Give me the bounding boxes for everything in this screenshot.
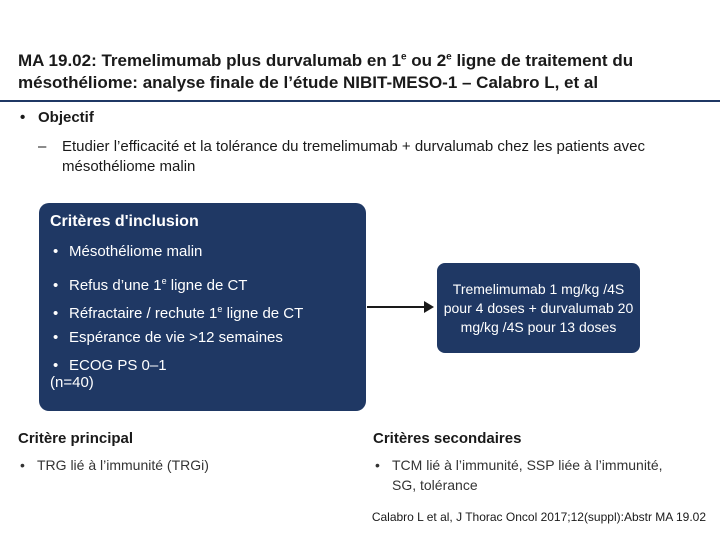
- citation: [372, 510, 706, 524]
- title-part: MA 19.02: Tremelimumab plus durvalumab en 1: [18, 51, 401, 70]
- inclusion-item: [53, 242, 303, 271]
- treatment-text: Tremelimumab 1 mg/kg /4S pour 4 doses + durvalumab 20 mg/kg /4S pour 13 doses: [443, 280, 634, 335]
- arrow-line: [367, 306, 425, 308]
- inclusion-item: [53, 299, 303, 328]
- superscript: e: [217, 304, 223, 314]
- inclusion-item: [53, 328, 303, 357]
- dash-icon: –: [38, 138, 47, 155]
- bullet-icon: •: [20, 109, 26, 126]
- title-divider: [0, 100, 720, 102]
- arrow-right-icon: [424, 301, 434, 313]
- bullet-icon: •: [53, 276, 59, 294]
- title-part: ou 2: [406, 51, 447, 70]
- inclusion-item-text: ECOG PS 0–1: [69, 357, 167, 374]
- objective-text: Etudier l’efficacité et la tolérance du tremelimumab + durvalumab chez les patients avec mésothéliome malin: [62, 138, 645, 175]
- inclusion-item-text: ligne de CT: [222, 305, 304, 322]
- title-superscript: e: [400, 51, 407, 63]
- inclusion-item-text: Espérance de vie >12 semaines: [69, 328, 283, 346]
- bullet-icon: •: [53, 357, 59, 374]
- inclusion-item-text: ligne de CT: [166, 276, 248, 294]
- inclusion-criteria-box: [39, 203, 366, 411]
- objective-heading: [20, 109, 94, 126]
- inclusion-item-text: Refus d’une 1: [69, 276, 162, 294]
- objective-description: [38, 137, 678, 177]
- inclusion-item-text: Réfractaire / rechute 1: [69, 305, 218, 322]
- bullet-icon: •: [53, 243, 59, 260]
- secondary-endpoints-heading: Critères secondaires: [373, 430, 522, 447]
- bullet-icon: •: [375, 457, 380, 473]
- citation-text: Calabro L et al, J Thorac Oncol 2017;12(suppl):Abstr MA 19.02: [371, 510, 706, 524]
- inclusion-list: [53, 242, 303, 385]
- objective-heading-text: Objectif: [38, 109, 94, 126]
- primary-endpoint-text: [20, 455, 340, 475]
- slide-title: [18, 50, 708, 94]
- title-superscript: e: [446, 51, 452, 63]
- title-part: ligne de traitement du mésothéliome: analyse finale de l’étude NIBIT-MESO-1 – Calabro L, et al: [18, 51, 634, 92]
- bullet-icon: •: [20, 457, 25, 473]
- bullet-icon: •: [53, 328, 59, 346]
- inclusion-item-text: Mésothéliome malin: [69, 243, 203, 260]
- superscript: e: [161, 275, 167, 286]
- treatment-box: [437, 263, 640, 353]
- sample-size: (n=40): [50, 374, 94, 391]
- primary-endpoint-item: TRG lié à l’immunité (TRGi): [37, 457, 209, 473]
- inclusion-item: [53, 271, 303, 300]
- inclusion-heading: Critères d'inclusion: [50, 213, 199, 230]
- secondary-endpoints-item: TCM lié à l’immunité, SSP liée à l’immunité, SG, tolérance: [392, 457, 663, 493]
- primary-endpoint-heading: Critère principal: [18, 430, 134, 447]
- bullet-icon: •: [53, 305, 59, 322]
- secondary-endpoints-text: [375, 455, 675, 495]
